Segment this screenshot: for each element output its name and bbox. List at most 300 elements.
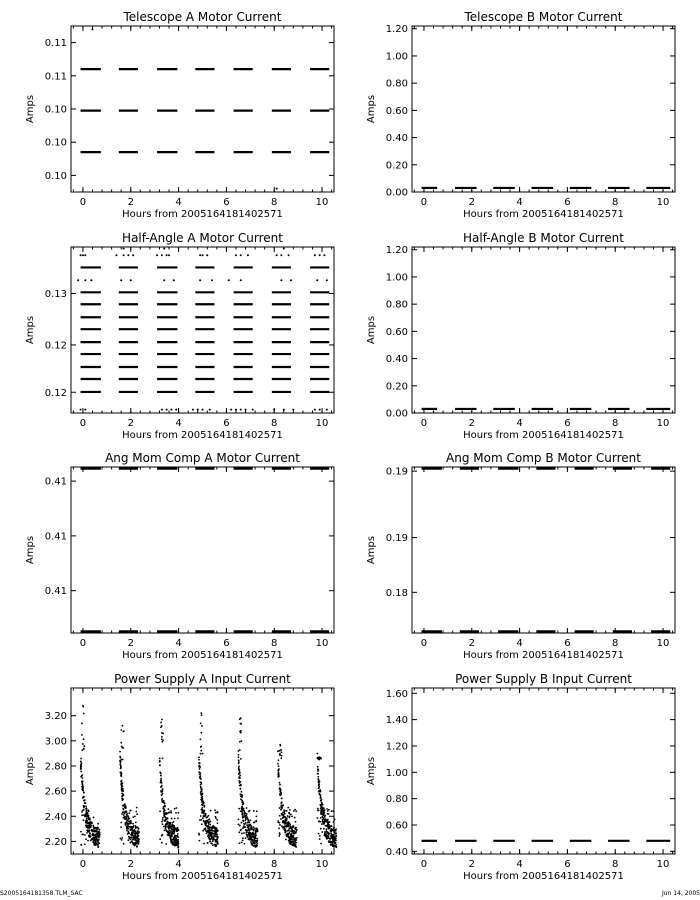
data-point <box>128 826 130 828</box>
x-axis-label: Hours from 2005164181402571 <box>122 650 283 661</box>
x-tick-label: 2 <box>127 197 134 208</box>
data-point <box>131 837 133 839</box>
chart-panel-4 <box>366 231 675 441</box>
data-point <box>83 712 85 714</box>
data-point <box>92 825 94 827</box>
data-point <box>240 717 242 719</box>
data-point <box>86 818 88 820</box>
data-point <box>170 834 172 836</box>
data-point <box>320 828 322 830</box>
data-point <box>132 839 134 841</box>
data-point <box>239 788 241 790</box>
x-tick-label: 8 <box>612 859 619 870</box>
y-tick-label: 0.20 <box>385 381 408 393</box>
data-point <box>238 761 240 763</box>
data-point <box>81 749 83 751</box>
data-point <box>177 817 179 819</box>
data-point <box>136 813 138 815</box>
chart-title: Ang Mom Comp B Motor Current <box>446 451 641 465</box>
x-tick-label: 0 <box>420 859 428 870</box>
data-point <box>175 807 177 809</box>
data-point <box>212 837 214 839</box>
data-point <box>126 821 128 823</box>
data-point <box>291 816 293 818</box>
data-point <box>280 806 282 808</box>
data-point <box>212 840 214 842</box>
y-tick-label: 0.41 <box>44 586 67 598</box>
data-point <box>202 254 204 256</box>
data-point <box>161 719 163 721</box>
data-point <box>206 254 208 256</box>
data-point <box>161 842 163 844</box>
data-point <box>215 845 217 847</box>
data-point <box>211 279 213 281</box>
y-tick-label: 0.00 <box>385 408 408 420</box>
data-point <box>135 811 137 813</box>
data-point <box>123 814 125 816</box>
data-point <box>170 825 172 827</box>
data-point <box>83 819 85 821</box>
data-point <box>243 832 245 834</box>
data-point <box>295 844 297 846</box>
data-point <box>166 830 168 832</box>
x-tick-label: 4 <box>175 197 182 208</box>
data-point <box>279 791 281 793</box>
data-point <box>159 760 161 762</box>
data-point <box>253 828 255 830</box>
data-point <box>175 838 177 840</box>
y-tick-label: 0.19 <box>385 466 408 478</box>
data-point <box>133 825 135 827</box>
data-point <box>253 835 255 837</box>
data-point <box>323 828 325 830</box>
data-point <box>173 831 175 833</box>
data-point <box>204 810 206 812</box>
data-point <box>120 787 122 789</box>
x-tick-label: 2 <box>127 859 134 870</box>
data-point <box>235 254 237 256</box>
data-point <box>94 827 96 829</box>
data-point <box>161 738 163 740</box>
x-axis-label: Hours from 2005164181402571 <box>122 871 283 882</box>
y-tick-label: 1.20 <box>385 741 408 753</box>
data-point <box>295 821 297 823</box>
y-tick-label: 0.60 <box>385 105 408 117</box>
data-point <box>235 409 237 411</box>
data-point <box>163 248 165 250</box>
data-point <box>282 820 284 822</box>
data-point <box>168 254 170 256</box>
data-point <box>91 829 93 831</box>
chart-title: Power Supply B Input Current <box>455 672 632 686</box>
data-point <box>138 838 140 840</box>
data-point <box>97 833 99 835</box>
x-tick-label: 4 <box>175 859 182 870</box>
y-tick-label: 0.80 <box>385 299 408 311</box>
data-point <box>119 751 121 753</box>
chart-panel-3 <box>25 231 334 441</box>
x-tick-label: 8 <box>271 197 278 208</box>
data-point <box>163 829 165 831</box>
x-tick-label: 0 <box>420 638 428 649</box>
data-point <box>204 805 206 807</box>
data-point <box>81 734 83 736</box>
data-point <box>134 832 136 834</box>
y-tick-label: 0.20 <box>385 160 408 172</box>
y-tick-label: 2.40 <box>44 811 67 823</box>
data-point <box>318 833 320 835</box>
data-point <box>156 254 158 256</box>
data-point <box>209 409 211 411</box>
data-point <box>292 826 294 828</box>
data-point <box>170 409 172 411</box>
x-tick-label: 6 <box>564 859 571 870</box>
data-point <box>86 832 88 834</box>
data-point <box>244 811 246 813</box>
data-point <box>285 834 287 836</box>
data-point <box>210 810 212 812</box>
data-point <box>249 819 251 821</box>
data-point <box>238 756 240 758</box>
data-point <box>201 788 203 790</box>
data-point <box>168 833 170 835</box>
data-point <box>278 827 280 829</box>
data-point <box>217 830 219 832</box>
y-tick-label: 1.60 <box>385 688 408 700</box>
data-point <box>278 774 280 776</box>
data-point <box>80 761 82 763</box>
data-point <box>283 816 285 818</box>
data-point <box>241 833 243 835</box>
data-point <box>334 842 336 844</box>
data-point <box>332 810 334 812</box>
chart-title: Half-Angle A Motor Current <box>122 231 283 245</box>
data-point <box>127 254 129 256</box>
data-point <box>81 777 83 779</box>
data-point <box>238 754 240 756</box>
data-point <box>202 753 204 755</box>
data-point <box>85 811 87 813</box>
data-point <box>245 409 247 411</box>
data-point <box>202 409 204 411</box>
data-point <box>95 841 97 843</box>
data-point <box>81 811 83 813</box>
data-point <box>319 791 321 793</box>
data-point <box>122 789 124 791</box>
data-point <box>87 827 89 829</box>
data-point <box>94 834 96 836</box>
data-point <box>214 836 216 838</box>
data-point <box>238 759 240 761</box>
data-point <box>165 819 167 821</box>
data-point <box>283 409 285 411</box>
data-point <box>82 705 84 707</box>
data-point <box>240 254 242 256</box>
data-point <box>175 812 177 814</box>
y-tick-label: 0.10 <box>44 170 67 182</box>
data-point <box>134 815 136 817</box>
data-point <box>121 813 123 815</box>
data-point <box>241 800 243 802</box>
x-tick-label: 0 <box>79 638 87 649</box>
data-point <box>81 775 83 777</box>
data-point <box>163 808 165 810</box>
data-point <box>174 841 176 843</box>
data-point <box>160 780 162 782</box>
data-point <box>199 762 201 764</box>
data-point <box>198 759 200 761</box>
data-point <box>211 830 213 832</box>
data-point <box>247 829 249 831</box>
data-point <box>163 811 165 813</box>
data-point <box>120 757 122 759</box>
data-point <box>168 812 170 814</box>
data-point <box>172 840 174 842</box>
x-axis-label: Hours from 2005164181402571 <box>463 209 624 220</box>
data-point <box>239 749 241 751</box>
data-point <box>84 279 86 281</box>
data-point <box>212 827 214 829</box>
data-point <box>257 840 259 842</box>
data-point <box>242 837 244 839</box>
data-point <box>322 816 324 818</box>
data-point <box>278 788 280 790</box>
data-point <box>128 832 130 834</box>
data-point <box>280 749 282 751</box>
data-point <box>283 809 285 811</box>
y-axis-label: Amps <box>25 535 36 565</box>
data-point <box>279 784 281 786</box>
data-point <box>333 836 335 838</box>
data-point <box>252 409 254 411</box>
data-point <box>324 835 326 837</box>
x-tick-label: 0 <box>79 859 87 870</box>
data-point <box>278 775 280 777</box>
data-point <box>162 733 164 735</box>
data-point <box>161 821 163 823</box>
data-point <box>324 832 326 834</box>
data-point <box>215 812 217 814</box>
data-point <box>325 828 327 830</box>
data-point <box>92 28 94 30</box>
data-point <box>285 822 287 824</box>
data-point <box>244 814 246 816</box>
data-point <box>319 835 321 837</box>
data-point <box>203 815 205 817</box>
data-point <box>255 821 257 823</box>
chart-title: Ang Mom Comp A Motor Current <box>105 451 300 465</box>
data-point <box>317 773 319 775</box>
data-point <box>253 830 255 832</box>
data-point <box>124 803 126 805</box>
chart-panel-5 <box>25 451 334 661</box>
data-point <box>209 835 211 837</box>
data-point <box>238 819 240 821</box>
data-point <box>321 809 323 811</box>
data-point <box>163 813 165 815</box>
x-tick-label: 2 <box>127 638 134 649</box>
data-point <box>115 254 117 256</box>
data-point <box>279 824 281 826</box>
data-point <box>201 725 203 727</box>
data-point <box>321 823 323 825</box>
data-point <box>292 841 294 843</box>
data-point <box>334 839 336 841</box>
x-tick-label: 8 <box>612 418 619 429</box>
data-point <box>292 409 294 411</box>
data-point <box>80 758 82 760</box>
data-point <box>175 829 177 831</box>
data-point <box>207 830 209 832</box>
data-point <box>81 723 83 725</box>
data-point <box>130 827 132 829</box>
data-point <box>320 813 322 815</box>
x-tick-label: 10 <box>656 418 670 429</box>
x-tick-label: 6 <box>223 197 230 208</box>
y-tick-label: 0.40 <box>385 133 408 145</box>
data-point <box>207 826 209 828</box>
data-point <box>289 815 291 817</box>
data-point <box>119 761 121 763</box>
data-point <box>90 836 92 838</box>
data-point <box>124 816 126 818</box>
data-point <box>246 834 248 836</box>
data-point <box>240 829 242 831</box>
data-point <box>201 796 203 798</box>
x-tick-label: 2 <box>468 197 475 208</box>
x-tick-label: 10 <box>315 638 329 649</box>
data-point <box>212 844 214 846</box>
data-point <box>93 831 95 833</box>
data-point <box>319 409 321 411</box>
chart-panel-1 <box>25 10 334 220</box>
data-point <box>172 827 174 829</box>
data-point <box>238 776 240 778</box>
data-point <box>85 807 87 809</box>
y-tick-label: 0.40 <box>385 354 408 366</box>
x-tick-label: 8 <box>612 638 619 649</box>
data-point <box>279 832 281 834</box>
data-point <box>131 835 133 837</box>
data-point <box>200 723 202 725</box>
data-point <box>254 821 256 823</box>
data-point <box>208 815 210 817</box>
data-point <box>177 836 179 838</box>
chart-panel-8 <box>366 672 675 882</box>
data-point <box>120 822 122 824</box>
data-point <box>294 840 296 842</box>
data-point <box>136 845 138 847</box>
data-point <box>318 784 320 786</box>
data-point <box>83 791 85 793</box>
data-point <box>97 831 99 833</box>
y-tick-label: 1.40 <box>385 715 408 727</box>
data-point <box>122 731 124 733</box>
data-point <box>326 409 328 411</box>
data-point <box>162 819 164 821</box>
data-point <box>316 817 318 819</box>
data-point <box>135 822 137 824</box>
data-point <box>177 833 179 835</box>
data-point <box>278 770 280 772</box>
data-point <box>121 783 123 785</box>
data-point <box>209 824 211 826</box>
data-point <box>241 794 243 796</box>
x-tick-label: 6 <box>564 197 571 208</box>
data-point <box>330 830 332 832</box>
data-point <box>199 765 201 767</box>
data-point <box>200 750 202 752</box>
y-tick-label: 2.80 <box>44 761 67 773</box>
x-axis-label: Hours from 2005164181402571 <box>463 871 624 882</box>
data-point <box>321 802 323 804</box>
data-point <box>331 835 333 837</box>
data-point <box>83 805 85 807</box>
data-point <box>319 756 321 758</box>
data-point <box>286 830 288 832</box>
data-point <box>285 839 287 841</box>
data-point <box>317 753 319 755</box>
data-point <box>238 765 240 767</box>
data-point <box>82 788 84 790</box>
data-point <box>247 819 249 821</box>
data-point <box>77 279 79 281</box>
data-point <box>335 835 337 837</box>
data-point <box>247 836 249 838</box>
data-point <box>166 254 168 256</box>
data-point <box>174 818 176 820</box>
data-point <box>287 807 289 809</box>
data-point <box>200 786 202 788</box>
data-point <box>170 812 172 814</box>
chart-title: Telescope B Motor Current <box>464 10 623 24</box>
data-point <box>252 832 254 834</box>
x-tick-label: 10 <box>315 859 329 870</box>
y-tick-label: 1.00 <box>385 272 408 284</box>
data-point <box>255 827 257 829</box>
data-point <box>255 816 257 818</box>
data-point <box>242 817 244 819</box>
data-point <box>84 816 86 818</box>
data-point <box>132 816 134 818</box>
data-point <box>334 845 336 847</box>
data-point <box>167 808 169 810</box>
x-tick-label: 4 <box>516 859 523 870</box>
data-point <box>318 769 320 771</box>
data-point <box>333 831 335 833</box>
data-point <box>277 820 279 822</box>
data-point <box>216 836 218 838</box>
data-point <box>289 809 291 811</box>
data-point <box>255 833 257 835</box>
data-point <box>288 829 290 831</box>
y-tick-label: 0.80 <box>385 78 408 90</box>
data-point <box>127 839 129 841</box>
x-tick-label: 6 <box>223 638 230 649</box>
data-point <box>201 732 203 734</box>
data-point <box>121 795 123 797</box>
y-tick-label: 1.20 <box>385 24 408 36</box>
data-point <box>131 833 133 835</box>
data-point <box>295 810 297 812</box>
data-point <box>239 825 241 827</box>
x-tick-label: 6 <box>564 638 571 649</box>
data-point <box>247 834 249 836</box>
data-point <box>320 800 322 802</box>
data-point <box>280 809 282 811</box>
chart-panel-6 <box>366 451 675 661</box>
data-point <box>122 725 124 727</box>
